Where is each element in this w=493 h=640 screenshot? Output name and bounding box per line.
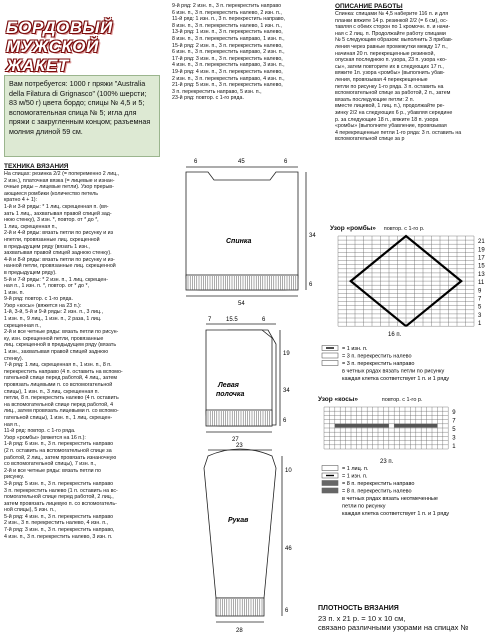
technique-line: 1 изн. п. bbox=[4, 289, 25, 296]
technique-line: нпетли, провязанные лиц. скрещенной bbox=[4, 236, 100, 243]
middle-line: 9-й ряд: 2 изн. п., 3 п. перекрестить направо bbox=[172, 3, 282, 9]
technique-line: 2 изн., 3 п. перекрестить налево, 4 изн. п., bbox=[4, 520, 109, 527]
rhombus-row-number: 19 bbox=[478, 247, 485, 254]
technique-line: 2-й и все четные ряды: вязать петли по рисун- bbox=[4, 329, 119, 336]
technique-line: Узор «косы» (вяжется на 23 п.): bbox=[4, 302, 82, 309]
technique-line: в предыдущем ряду (вязать 1 изн., bbox=[4, 243, 90, 250]
front-dim-2: 15.5 bbox=[226, 317, 238, 323]
technique-line: затем провязать лицевую п. со вспомогатель- bbox=[4, 500, 117, 507]
technique-line: 1 лиц. скрещенная п., bbox=[4, 223, 58, 230]
description-line: № 5 следующим образом: выполнить 3 прибав- bbox=[335, 37, 453, 44]
technique-line: рисунку. bbox=[4, 474, 25, 481]
description-text bbox=[335, 11, 491, 143]
rhombus-row-number: 11 bbox=[478, 280, 485, 287]
technique-line: лиц. скрещенной в предыдущем ряду (вязать bbox=[4, 342, 117, 349]
back-dim-left: 6 bbox=[194, 159, 198, 165]
technique-line: Узор «ромбы» (вяжется на 16 п.): bbox=[4, 434, 86, 441]
sleeve-label: Рукав bbox=[228, 517, 249, 524]
legend-line: = 8 п. перекрестить направо bbox=[342, 481, 415, 487]
description-line: вяжите 1п. узора «ромбы» (выполнить убав- bbox=[335, 70, 445, 77]
legend-line: = 3 п. перекрестить направо bbox=[342, 361, 415, 367]
rhombus-row-number: 5 bbox=[478, 304, 482, 311]
rhombus-legend bbox=[318, 344, 493, 392]
technique-line: перекрестить направо (4 п. оставить на вспомо- bbox=[4, 368, 123, 375]
legend-line: = 1 лиц. п. bbox=[342, 466, 369, 472]
technique-line: (2 п. оставить на вспомогательной спице за bbox=[4, 447, 112, 454]
middle-line: 15-й ряд: 2 изн. п., 3 п. перекрестить налево, bbox=[172, 42, 283, 49]
technique-line: 7-й ряд: 3 изн. п., 3 п. перекрестить направо, bbox=[4, 527, 115, 534]
technique-line: очные ряды – лицевые петли). Узор прерыв- bbox=[4, 184, 114, 191]
front-piece bbox=[206, 324, 280, 432]
description-line: опуская последнюю п. узора, 23 п. узора «ко- bbox=[335, 57, 447, 64]
legend-line: = 1 изн. п. bbox=[342, 346, 368, 352]
middle-line: 2 изн. п., 3 п. перекрестить направо, 4 изн. п., bbox=[172, 75, 285, 82]
gauge-line-2: связано различными узорами на спицах № bbox=[318, 623, 469, 632]
description-line: зинку 2/2 на следующих 6 р., убавляя середине bbox=[335, 109, 453, 116]
rhombus-row-number: 3 bbox=[478, 312, 482, 319]
description-line: вместе лицевой, 1 лиц. п.), продолжайте ре- bbox=[335, 103, 445, 110]
middle-line: 3 п. перекрестить направо, 5 изн. п., bbox=[172, 88, 262, 95]
description-heading: ОПИСАНИЕ РАБОТЫ bbox=[335, 3, 403, 10]
description-line: ная с 2 лиц. п. Продолжайте работу спицами bbox=[335, 30, 446, 37]
gauge-section bbox=[318, 604, 493, 633]
legend-line: = 1 изн. п. bbox=[342, 473, 368, 480]
legend-line: = 8 п. перекрестить налево bbox=[342, 488, 412, 495]
technique-line: 7-й ряд: 1 лиц. скрещенная п., 1 изн. п., 8 п. bbox=[4, 362, 112, 369]
middle-line: 23-й ряд: повтор. с 1-го ряда. bbox=[172, 95, 244, 102]
technique-line: ная п., bbox=[4, 421, 21, 428]
description-line: р. за следующие 18 п., вяжите 18 п. узора bbox=[335, 116, 439, 123]
rhombus-row-number: 13 bbox=[478, 271, 485, 278]
back-dim-right: 6 bbox=[284, 159, 288, 165]
technique-line: 1 изн. п., 9 лиц., 1 изн. п., 2 раза, 1 лиц. bbox=[4, 316, 102, 323]
middle-line: 21-й ряд: 5 изн. п., 3 п. перекрестить налево, bbox=[172, 82, 283, 89]
middle-line: 13-й ряд: 1 изн. п., 3 п. перекрестить налево, bbox=[172, 29, 283, 36]
technique-line: гательной спице перед работой, 4 лиц., затем bbox=[4, 375, 118, 382]
back-label: Спинка bbox=[226, 238, 252, 245]
braids-row-number: 7 bbox=[452, 418, 456, 425]
middle-line: 4 изн. п., 3 п. перекрестить направо, 3 изн. п., bbox=[172, 62, 285, 69]
technique-line: петли, 8 п. перекрестить налево (4 п. оставить bbox=[4, 395, 119, 402]
braids-width-label: 23 п. bbox=[380, 459, 394, 465]
article-title: БОРДОВЫЙ МУЖСКОЙ ЖАКЕТ bbox=[6, 18, 113, 75]
technique-line: зать 1 лиц., захватывая правой спицей зад- bbox=[4, 210, 112, 217]
technique-line: скрещенная п., bbox=[4, 322, 42, 329]
technique-line: 1-й, 3-й, 5-й и 9-й ряды: 2 изн. п., 3 лиц., bbox=[4, 309, 103, 316]
technique-line: 3-й ряд: 5 изн. п., 3 п. перекрестить направо bbox=[4, 480, 114, 487]
rhombus-chart bbox=[328, 234, 493, 339]
gauge-line-1: 23 п. x 21 р. = 10 x 10 см, bbox=[318, 613, 406, 623]
technique-line: 9-й ряд: повтор. с 1-го ряда. bbox=[4, 296, 73, 303]
technique-line: со вспомогательной спицы), 7 изн. п., bbox=[4, 461, 97, 468]
description-line: начиная 20 п. перекрещенные резинкой, bbox=[335, 50, 435, 57]
rhombus-row-number: 21 bbox=[478, 239, 485, 246]
front-dim-6: 6 bbox=[283, 418, 287, 424]
middle-line: 11-й ряд: 1 изн. п., 3 п. перекрестить направо, bbox=[172, 16, 286, 23]
sleeve-dim-bottom: 28 bbox=[236, 628, 243, 634]
technique-heading: ТЕХНИКА ВЯЗАНИЯ bbox=[4, 163, 69, 170]
rhombus-width-label: 16 п. bbox=[388, 332, 402, 338]
front-dim-1: 7 bbox=[208, 317, 212, 323]
description-line: вспомогательной спице за р bbox=[335, 136, 405, 143]
technique-line: захватывая правой спицей заднюю стенку). bbox=[4, 250, 112, 257]
technique-line: 2-й и все четные ряды: вязать петли по bbox=[4, 467, 101, 474]
back-dim-height: 34 bbox=[309, 233, 316, 239]
middle-line: 19-й ряд: 4 изн. п., 3 п. перекрестить налево, bbox=[172, 68, 283, 75]
description-line: Спинка: спицами № 4,5 наберите 116 п. и для bbox=[335, 11, 449, 17]
description-line: вязать последующие петли: 2 п. bbox=[335, 96, 415, 103]
description-line: планки вяжите 14 р. резинкой 2/2 (= 6 см), ос- bbox=[335, 17, 448, 24]
sleeve-dim-cap: 10 bbox=[285, 468, 292, 474]
sleeve-dim-top: 23 bbox=[236, 443, 243, 449]
technique-line: лиц., затем провязать лицевыми п. со вспомо- bbox=[4, 408, 119, 415]
pattern-pieces bbox=[166, 150, 326, 640]
gauge-heading: ПЛОТНОСТЬ ВЯЗАНИЯ bbox=[318, 605, 399, 612]
technique-line: 4-й и 8-й ряды: вязать петли по рисунку и из- bbox=[4, 256, 115, 263]
sleeve-dim-length: 46 bbox=[285, 546, 292, 552]
braids-legend bbox=[318, 464, 493, 536]
braids-row-number: 5 bbox=[452, 427, 456, 433]
description-line: вспомогательной спице за работой, 2 п., затем bbox=[335, 90, 451, 97]
front-dim-7: 27 bbox=[232, 437, 239, 443]
technique-line: 2 изн.), платочная вязка (= лицевые и изнан- bbox=[4, 177, 115, 184]
technique-section bbox=[4, 163, 164, 540]
technique-line: 5-й ряд: 4 изн. п., 3 п. перекрестить направо bbox=[4, 513, 114, 520]
legend-line: петли по рисунку bbox=[342, 503, 386, 510]
technique-line: 2-й и 4-й ряды: вязать петли по рисунку и из bbox=[4, 230, 114, 237]
technique-line: ной спицы), 5 изн. п., bbox=[4, 507, 56, 514]
technique-line: на вспомогательной спице перед работой, 4 bbox=[4, 401, 114, 408]
back-piece bbox=[186, 167, 306, 296]
description-line: «ромбы» (выполните убавление, провязывая bbox=[335, 123, 447, 130]
technique-line: 4 изн. п., 3 п. перекрестить налево, 3 изн. п. bbox=[4, 533, 113, 540]
legend-line: = 3 п. перекрестить налево bbox=[342, 353, 412, 360]
rhombus-row-number: 1 bbox=[478, 321, 482, 328]
rhombus-chart-title: Узор «ромбы» повтор. с 1-го р. bbox=[330, 225, 425, 232]
back-dim-top: 45 bbox=[238, 159, 245, 165]
braids-row-number: 9 bbox=[452, 410, 456, 417]
back-dim-rib: 6 bbox=[309, 282, 313, 288]
rhombus-row-number: 17 bbox=[478, 255, 485, 262]
braids-chart bbox=[318, 405, 493, 465]
technique-line: нюю стенку), 3 изн. *, повтор. от * до *, bbox=[4, 217, 99, 224]
front-label-1: Левая bbox=[218, 382, 239, 389]
technique-line: нанной петли, провязанные лиц. скрещенной bbox=[4, 263, 116, 270]
braids-chart-title: Узор «косы» повтор. с 1-го р. bbox=[318, 396, 423, 403]
description-line: сы», затем повторите их в следующих 17 п., bbox=[335, 63, 444, 70]
description-line: ления через равные промежутки между 17 п., bbox=[335, 43, 448, 50]
back-dim-width: 54 bbox=[238, 301, 245, 307]
legend-line: в четных рядах вязать петли по рисунку bbox=[342, 368, 445, 375]
rhombus-row-number: 7 bbox=[478, 296, 482, 303]
description-line: ления, провязывая 4 перекрещенные bbox=[335, 76, 428, 83]
braids-row-number: 1 bbox=[452, 443, 456, 450]
front-dim-5: 34 bbox=[283, 388, 290, 394]
rhombus-row-number: 15 bbox=[478, 263, 485, 270]
front-dim-3: 6 bbox=[262, 317, 266, 323]
sleeve-dim-cuff: 6 bbox=[285, 608, 289, 614]
technique-line: работой, 2 лиц., затем провязать изнаночную bbox=[4, 454, 117, 461]
middle-line: 17-й ряд: 3 изн. п., 3 п. перекрестить налево, bbox=[172, 55, 283, 62]
technique-line: 3 п. перекрестить налево (1 п. оставить на вс- bbox=[4, 487, 118, 494]
technique-line: ающиеся ромбики (количество петель bbox=[4, 190, 98, 197]
front-label-2: полочка bbox=[216, 391, 245, 398]
technique-line: спицы), 1 изн. п., 3 лиц. скрещенная п. bbox=[4, 388, 100, 395]
middle-line: 6 изн. п., 3 п. перекрестить налево, 2 изн. п., bbox=[172, 9, 282, 16]
technique-text bbox=[4, 171, 164, 540]
legend-line: каждая клетка соответствует 1 п. и 1 ряду bbox=[342, 511, 450, 517]
middle-rows-text bbox=[172, 3, 322, 102]
middle-line: 6 изн. п., 3 п. перекрестить направо, 2 изн. п., bbox=[172, 49, 285, 56]
sleeve-piece bbox=[204, 449, 282, 622]
middle-line: 8 изн. п., 3 п. перекрестить налево, 1 изн. п., bbox=[172, 22, 282, 29]
technique-line: 5-й и 7-й ряды: * 2 изн. п., 1 лиц. скрещен- bbox=[4, 276, 109, 283]
technique-line: 1-й и 3-й ряды: * 1 лиц. скрещенная п. (вя- bbox=[4, 203, 109, 210]
technique-line: провязать лицевыми п. со вспомогательной bbox=[4, 382, 113, 388]
technique-line: в предыдущем ряду). bbox=[4, 269, 57, 276]
legend-line: каждая клетка соответствует 1 п. и 1 ряду bbox=[342, 376, 450, 382]
middle-line: 8 изн. п., 3 п. перекрестить направо, 1 изн. п., bbox=[172, 35, 285, 42]
description-line: 4 перекрещенные петли 1-го ряда: 3 п. оставить на bbox=[335, 129, 462, 136]
description-line: тавляя с обеих сторон по 1 кромочн. п. и начи- bbox=[335, 24, 451, 31]
materials-box: Вам потребуется: 1000 г пряжи "Australia della Filatura di Grignasco" (100% шерсти; 83 м/50 г) цвета бордо; спицы № 4,5 и 5; вспомогательная спица № 5; игла для пряжи с закругленным концом; разъемная молния длиной 59 см. bbox=[4, 75, 160, 157]
rhombus-row-number: 9 bbox=[478, 288, 482, 295]
technique-line: ная п., 1 изн. п. *, повтор. от * до *, bbox=[4, 283, 89, 290]
braids-row-number: 3 bbox=[452, 435, 456, 442]
description-line: петли по рисунку 1-го ряда. 3 п. оставить на bbox=[335, 83, 444, 90]
technique-line: помогательной спице перед работой, 2 лиц., bbox=[4, 494, 114, 501]
technique-line: 11-й ряд: повтор. с 1-го ряда. bbox=[4, 428, 76, 435]
description-section bbox=[335, 3, 491, 143]
technique-line: гательной спицы), 1 изн. п., 1 лиц. скрещен- bbox=[4, 414, 113, 421]
technique-line: кратно 4 + 1): bbox=[4, 197, 38, 204]
technique-line: 1 изн., захватывая правой спицей заднюю bbox=[4, 349, 109, 356]
technique-line: 1-й ряд: 6 изн. п., 3 п. перекрестить направо bbox=[4, 441, 114, 448]
technique-line: стенку). bbox=[4, 355, 24, 362]
legend-line: в четных рядах вязать неотмеченные bbox=[342, 496, 438, 502]
front-dim-4: 19 bbox=[283, 351, 290, 357]
technique-line: На спицах: резинка 2/2 (= попеременно 2 лиц., bbox=[4, 171, 120, 177]
technique-line: ку, изн. скрещенной петли, провязанные bbox=[4, 335, 104, 342]
